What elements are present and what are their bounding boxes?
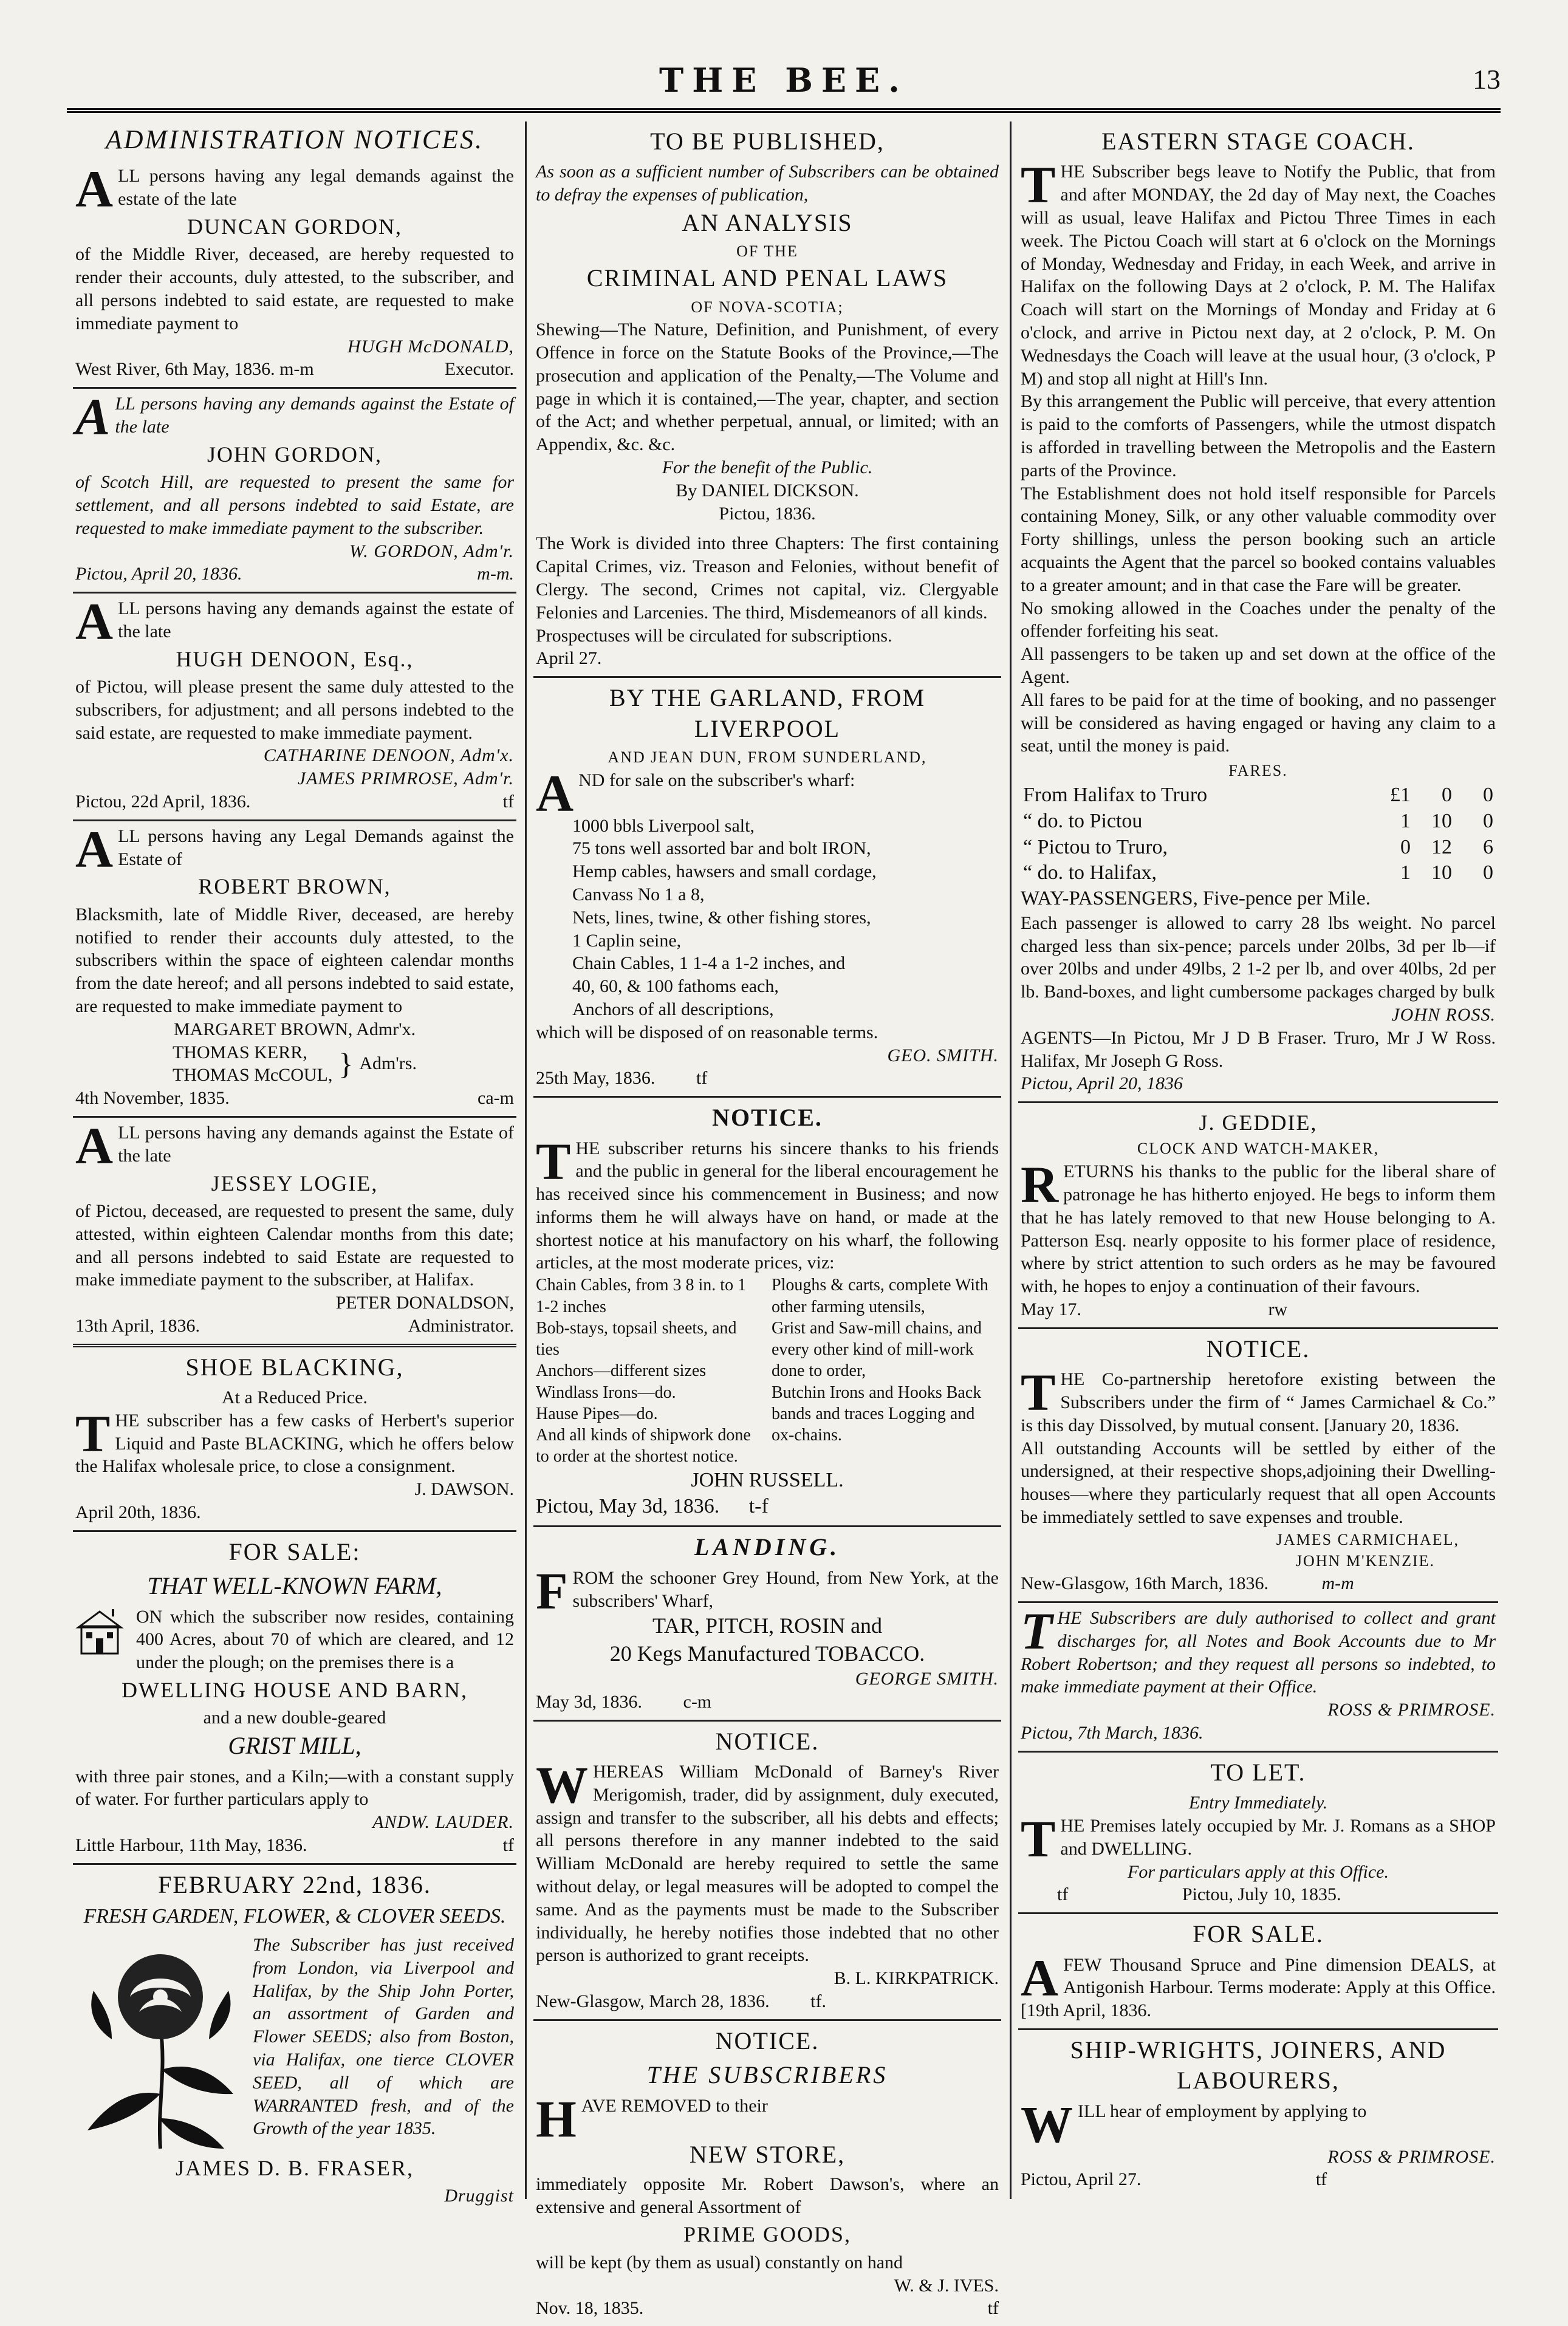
code: rw bbox=[1268, 1299, 1288, 1320]
notice-body: of Scotch Hill, are requested to present the same for settlement, and all persons indebted to said Estate, are requested to make immediate payment to the subscriber. bbox=[75, 472, 514, 538]
code: tf bbox=[502, 1835, 514, 1855]
date: 25th May, 1836. bbox=[536, 1068, 656, 1089]
ad-body: Each passenger is allowed to carry 28 lbs weight. No parcel charged less than six-pence; parcels under 20lbs, 3d per lb—if over 20lbs and under 49lbs, 2 1-2 per lb, and over 40lbs, 2d per lb. Band-boxes, and light cumbersome packages charged by bulk bbox=[1021, 912, 1496, 1002]
list-item: Canvass No 1 a 8, bbox=[572, 884, 705, 905]
code: tf bbox=[1315, 2169, 1327, 2190]
ad-body: immediately opposite Mr. Robert Dawson's, where an extensive and general Assortment of bbox=[536, 2174, 999, 2217]
ad-body: The Work is divided into three Chapters: The first containing Capital Crimes, viz. Treason and Felonies, without benefit of Clergy. The second, Crimes not capital, viz. Clergyable Felonies and Larcenies. The third, Misdemeanors of all kinds. bbox=[536, 533, 999, 623]
signer: MARGARET BROWN, Admr'x. bbox=[173, 1019, 416, 1039]
column-2 bbox=[533, 121, 1001, 2319]
ad-text: and a new double-geared bbox=[203, 1708, 386, 1728]
signer: JOHN M'KENZIE. bbox=[1295, 1551, 1435, 1570]
fare-pence: 0 bbox=[1483, 809, 1493, 832]
notice-jessey-logie bbox=[73, 1118, 516, 1347]
signer-role: Administrator. bbox=[408, 1315, 514, 1336]
ad-text: For the benefit of the Public. bbox=[662, 457, 873, 478]
table-row bbox=[1021, 860, 1496, 886]
fare-shillings: 12 bbox=[1431, 835, 1452, 858]
ad-seeds bbox=[73, 1865, 516, 2214]
ad-body: RETURNS his thanks to the public for the liberal share of patronage he has hitherto enjoyed. He begs to inform them that he has lately removed to that new House belonging to A. Patterson Esq. nearly opposite to his former place of residence, where by strict attention to such orders as he may be favoured with, he hopes to enjoy a continuation of their favours. bbox=[1021, 1155, 1496, 1297]
deceased-name: ROBERT BROWN, bbox=[198, 874, 391, 899]
list-item: 40, 60, & 100 fathoms each, bbox=[572, 976, 779, 997]
signer: JAMES CARMICHAEL, bbox=[1276, 1530, 1459, 1548]
ad-subtitle: AND JEAN DUN, FROM SUNDERLAND, bbox=[608, 748, 927, 766]
list-item: 1000 bbls Liverpool salt, bbox=[572, 815, 755, 836]
ad-landing bbox=[533, 1527, 1001, 1721]
ad-body: THE Subscribers are duly authorised to collect and grant discharges for, all Notes and Book Accounts due to Mr Robert Robertson; and they request all persons so indebted, to make immediate payment at their Office. bbox=[1021, 1602, 1496, 1697]
notice-body: of Pictou, deceased, are requested to present the same, duly attested, within eighteen Calendar months from this date; and all persons indebted to said Estate are requested to make immediate payment to the subscriber, at Halifax. bbox=[75, 1200, 514, 1290]
masthead-rule bbox=[67, 108, 1501, 113]
ad-body: WILL hear of employment by applying to bbox=[1021, 2095, 1367, 2153]
fares-title: FARES. bbox=[1228, 762, 1288, 780]
goods: TAR, PITCH, ROSIN and bbox=[652, 1613, 883, 1638]
dateline bbox=[1021, 2168, 1496, 2191]
ad-title: NOTICE. bbox=[715, 1727, 820, 1755]
notice-intro: ALL persons having any legal demands against the estate of the late bbox=[75, 160, 514, 219]
page-number: 13 bbox=[1473, 64, 1501, 95]
place-date: New-Glasgow, March 28, 1836. bbox=[536, 1991, 770, 2011]
table-row bbox=[1021, 835, 1496, 861]
articles-left: Chain Cables, from 3 8 in. to 1 1-2 inches Bob-stays, topsail sheets, and ties Anchors—different sizes Windlass Irons—do. Hause Pipes—do. And all kinds of shipwork done to order at the shortest notice. bbox=[536, 1276, 751, 1466]
code: tf bbox=[1057, 1884, 1069, 1905]
ad-eastern-stage-coach bbox=[1018, 121, 1498, 1103]
ad-headline: THE SUBSCRIBERS bbox=[646, 2061, 888, 2089]
place-date: Little Harbour, 11th May, 1836. bbox=[75, 1835, 307, 1855]
dateline bbox=[75, 1315, 514, 1338]
code: tf bbox=[502, 792, 514, 812]
fare-pence: 0 bbox=[1483, 861, 1493, 884]
ad-title: NOTICE. bbox=[712, 1104, 823, 1132]
dateline bbox=[75, 358, 514, 381]
notice-kirkpatrick bbox=[533, 1722, 1001, 2021]
list-item: Hemp cables, hawsers and small cordage, bbox=[572, 861, 877, 882]
place-date: Pictou, April 20, 1836. bbox=[75, 564, 242, 584]
signer: PETER DONALDSON, bbox=[335, 1293, 514, 1313]
notice-john-gordon bbox=[73, 389, 516, 593]
dateline bbox=[536, 2297, 999, 2320]
ad-body: The Establishment does not hold itself responsible for Parcels containing Money, Silk, or any other valuable commodity over Forty shillings, unless the person booking such an article acquaints the Agent that the parcel so booked contains valuables to a greater amount; and in that case the Fare will be greater. bbox=[1021, 483, 1496, 595]
signer: ANDW. LAUDER. bbox=[372, 1812, 514, 1833]
signer: GEO. SMITH. bbox=[887, 1045, 999, 1066]
date: May 17. bbox=[1021, 1299, 1081, 1320]
signer-role: Druggist bbox=[444, 2186, 514, 2206]
store-name: NEW STORE, bbox=[689, 2141, 846, 2169]
signer: CATHARINE DENOON, Adm'x. bbox=[263, 745, 514, 766]
fare-pence: 0 bbox=[1483, 783, 1493, 806]
ad-geddie bbox=[1018, 1103, 1498, 1329]
deceased-name: JESSEY LOGIE, bbox=[211, 1171, 378, 1195]
dateline bbox=[75, 1087, 514, 1110]
ad-subtitle: At a Reduced Price. bbox=[222, 1387, 368, 1408]
ad-deals-for-sale bbox=[1018, 1914, 1498, 2030]
ad-body: THE Co-partnership heretofore existing between the Subscribers under the firm of “ James Carmichael & Co.” is this day Dissolved, by mutual consent. [January 20, 1836. bbox=[1021, 1363, 1496, 1435]
ad-shoe-blacking bbox=[73, 1347, 516, 1532]
house-icon bbox=[75, 1608, 130, 1657]
signer-role: Adm'rs. bbox=[359, 1053, 417, 1074]
notice-hugh-denoon bbox=[73, 593, 516, 821]
list-item: 75 tons well assorted bar and bolt IRON, bbox=[572, 838, 871, 859]
table-row bbox=[1021, 809, 1496, 835]
place-date: Pictou, May 3d, 1836. bbox=[536, 1494, 720, 1517]
ad-title: FOR SALE: bbox=[228, 1538, 361, 1565]
date: Pictou, April 27. bbox=[1021, 2169, 1142, 2190]
ad-body: AFEW Thousand Spruce and Pine dimension DEALS, at Antigonish Harbour. Terms moderate: Apply at this Office. [19th April, 1836. bbox=[1021, 1948, 1496, 2021]
date: April 20th, 1836. bbox=[75, 1502, 201, 1523]
column-rule bbox=[1010, 121, 1012, 2199]
ad-title: NOTICE. bbox=[1206, 1335, 1310, 1363]
ad-text: OF NOVA-SCOTIA; bbox=[691, 298, 844, 316]
ad-garland bbox=[533, 678, 1001, 1098]
dateline bbox=[75, 790, 514, 813]
ad-body: THE subscriber has a few casks of Herbert's superior Liquid and Paste BLACKING, which he offers below the Halifax wholesale price, to close a consignment. bbox=[75, 1404, 514, 1477]
code: m-m bbox=[1321, 1573, 1354, 1594]
date: Pictou, 7th March, 1836. bbox=[1021, 1723, 1203, 1743]
code: t-f bbox=[748, 1494, 769, 1517]
dateline bbox=[536, 1990, 999, 2013]
ad-to-be-published bbox=[533, 121, 1001, 678]
way-passengers: WAY-PASSENGERS, Five-pence per Mile. bbox=[1021, 888, 1371, 910]
signer: THOMAS McCOUL, bbox=[173, 1065, 333, 1086]
notice-ives bbox=[533, 2021, 1001, 2326]
ad-text: Prospectuses will be circulated for subscriptions. bbox=[536, 625, 892, 646]
dateline bbox=[1021, 1298, 1496, 1321]
fare-shillings: 10 bbox=[1431, 809, 1452, 832]
signer: W. & J. IVES. bbox=[894, 2275, 999, 2296]
signer: JOHN RUSSELL. bbox=[691, 1468, 844, 1491]
section-title: ADMINISTRATION NOTICES. bbox=[105, 125, 484, 154]
fares-table bbox=[1021, 782, 1496, 886]
articles-list bbox=[536, 1274, 999, 1467]
ad-body: Shewing—The Nature, Definition, and Punishment, of every Offence in force on the Statute Books of the Province,—The prosecution and application of the Penalty,—The Volume and page in which it is contained,—The year, chapter, and section of the Act; and whether perpetual, annual, or limited; with an Appendix, &c. &c. bbox=[536, 320, 999, 455]
date: April 27. bbox=[536, 648, 602, 669]
place-date: 4th November, 1835. bbox=[75, 1088, 230, 1109]
column-1 bbox=[73, 121, 516, 2206]
notice-robert-brown bbox=[73, 821, 516, 1118]
ad-body: with three pair stones, and a Kiln;—with a constant supply of water. For further particulars apply to bbox=[75, 1766, 514, 1810]
code: tf bbox=[987, 2298, 999, 2319]
place: Pictou, 1836. bbox=[719, 503, 816, 524]
ad-text: For particulars apply at this Office. bbox=[1128, 1861, 1389, 1882]
ad-body: By this arrangement the Public will perceive, that every attention is paid to the comforts of Passengers, while the utmost dispatch is afforded in travelling between the Metropolis and the Eastern parts of the Province. bbox=[1021, 391, 1496, 481]
ad-headline: THAT WELL-KNOWN FARM, bbox=[147, 1572, 442, 1600]
notice-body: Blacksmith, late of Middle River, deceased, are hereby notified to render their accounts duly attested, to the subscribers within the space of eighteen calendar months from the date hereof; and all persons indebted to said estate, are requested to make immediate payment to bbox=[75, 904, 514, 1016]
notice-ross-primrose bbox=[1018, 1603, 1498, 1753]
ad-title: SHOE BLACKING, bbox=[185, 1353, 404, 1381]
fare-pounds: 1 bbox=[1400, 861, 1411, 884]
dateline bbox=[536, 1494, 999, 1520]
goods: PRIME GOODS, bbox=[683, 2222, 852, 2247]
list-item: Anchors of all descriptions, bbox=[572, 999, 774, 1019]
ad-body: WHEREAS William McDonald of Barney's River Merigomish, trader, did by assignment, duly executed, assign and transfer to the subscriber, all his debts and effects; all persons therefore in any manner indebted to the said William McDonald are hereby required to settle the same without delay, or legal measures will be adopted to compel the same. And as the payments must be made to the Subscriber individually, he hereby notifies those indebted that no other person is authorized to grant receipts. bbox=[536, 1756, 999, 1966]
signer: JAMES PRIMROSE, Adm'r. bbox=[297, 768, 514, 789]
ad-body: All fares to be paid for at the time of booking, and no passenger will be considered as having engaged or having any claim to a seat, until the money is paid. bbox=[1021, 689, 1496, 756]
ad-body: All passengers to be taken up and set down at the office of the Agent. bbox=[1021, 644, 1496, 687]
ad-footer: which will be disposed of on reasonable terms. bbox=[536, 1022, 878, 1042]
place-date: 13th April, 1836. bbox=[75, 1315, 200, 1336]
author: By DANIEL DICKSON. bbox=[676, 480, 859, 501]
ad-to-let bbox=[1018, 1753, 1498, 1914]
ad-subtitle: CLOCK AND WATCH-MAKER, bbox=[1137, 1140, 1380, 1158]
signer: W. GORDON, Adm'r. bbox=[349, 541, 514, 561]
date: May 3d, 1836. bbox=[536, 1691, 642, 1712]
ad-farm-for-sale bbox=[73, 1532, 516, 1865]
date: Nov. 18, 1835. bbox=[536, 2298, 644, 2319]
notice-carmichael bbox=[1018, 1329, 1498, 1603]
notice-intro: ALL persons having any demands against the Estate of the late bbox=[75, 1116, 514, 1175]
ad-body: THE subscriber returns his sincere thanks to his friends and the public in general for the liberal encouragement he has received since his commencement in Business; and now informs them he will always have on hand, or made at the shortest notice at his manufactory on his wharf, the following articles, at the most moderate prices, viz: bbox=[536, 1132, 999, 1273]
ad-body: The Subscriber has just received from London, via Liverpool and Halifax, by the Ship John Porter, an assortment of Garden and Flower SEEDS; also from Boston, via Halifax, one tierce CLOVER SEED, all of which are WARRANTED fresh, and of the Growth of the year 1835. bbox=[253, 1935, 514, 2139]
signer: JOHN ROSS. bbox=[1391, 1004, 1496, 1025]
signer: GEORGE SMITH. bbox=[855, 1669, 999, 1689]
notice-duncan-gordon bbox=[73, 161, 516, 389]
goods: 20 Kegs Manufactured TOBACCO. bbox=[609, 1641, 925, 1666]
fare-pounds: 0 bbox=[1400, 835, 1411, 858]
list-item: Nets, lines, twine, & other fishing stores, bbox=[572, 907, 871, 928]
signer: ROSS & PRIMROSE. bbox=[1327, 2146, 1496, 2167]
ad-headline: AN ANALYSIS bbox=[682, 208, 853, 236]
ad-shipwrights bbox=[1018, 2030, 1498, 2197]
code: m-m. bbox=[477, 564, 514, 584]
ad-headline: FRESH GARDEN, FLOWER, & CLOVER SEEDS. bbox=[83, 1905, 506, 1928]
ad-text: OF THE bbox=[736, 242, 798, 261]
ad-body: All outstanding Accounts will be settled by either of the undersigned, at their respective shops,adjoining their Dwelling-houses—where they particularly request that all open Accounts be immediately settled to save expenses and trouble. bbox=[1021, 1438, 1496, 1527]
fare-route: “ do. to Halifax, bbox=[1023, 861, 1157, 884]
signer: THOMAS KERR, bbox=[173, 1042, 307, 1062]
column-3 bbox=[1018, 121, 1498, 2199]
list-item: 1 Caplin seine, bbox=[572, 930, 682, 951]
brace: } bbox=[338, 1046, 354, 1081]
ad-subtitle: Entry Immediately. bbox=[1188, 1793, 1328, 1813]
ad-title: TO BE PUBLISHED, bbox=[650, 128, 885, 155]
place-date: Pictou, 22d April, 1836. bbox=[75, 792, 251, 812]
deceased-name: HUGH DENOON, Esq., bbox=[176, 646, 414, 671]
deceased-name: DUNCAN GORDON, bbox=[187, 214, 402, 239]
signer: B. L. KIRKPATRICK. bbox=[834, 1968, 999, 1989]
ad-title: BY THE GARLAND, FROM LIVERPOOL bbox=[609, 684, 926, 742]
code: tf. bbox=[810, 1991, 826, 2011]
ad-text: HAVE REMOVED to their bbox=[536, 2089, 768, 2148]
signer: HUGH McDONALD, bbox=[347, 336, 514, 357]
code: ca-m bbox=[478, 1088, 514, 1109]
ad-body: FROM the schooner Grey Hound, from New York, at the subscribers' Wharf, bbox=[536, 1561, 999, 1620]
dateline bbox=[75, 563, 514, 586]
fare-pounds: £1 bbox=[1390, 783, 1411, 806]
code: tf bbox=[696, 1068, 708, 1089]
code: c-m bbox=[683, 1691, 712, 1712]
ad-body: ON which the subscriber now resides, containing 400 Acres, about 70 of which are cleared, and 12 under the plough; on the premises there is a bbox=[136, 1606, 514, 1673]
notice-body: of Pictou, will please present the same duly attested to the subscribers, for adjustment; and all persons indebted to the said estate, are requested to make immediate payment. bbox=[75, 677, 514, 743]
dateline bbox=[536, 1067, 999, 1090]
ad-title: NOTICE. bbox=[715, 2027, 820, 2054]
ad-title: FOR SALE. bbox=[1193, 1920, 1324, 1948]
dateline bbox=[1021, 1883, 1496, 1906]
rose-icon bbox=[75, 1936, 245, 2155]
date: Pictou, July 10, 1835. bbox=[1182, 1884, 1341, 1905]
deceased-name: JOHN GORDON, bbox=[207, 442, 382, 467]
fare-route: “ Pictou to Truro, bbox=[1023, 835, 1168, 858]
dateline bbox=[1021, 1572, 1496, 1595]
dateline bbox=[75, 1834, 514, 1857]
notice-body: of the Middle River, deceased, are hereby requested to render their accounts, duly attested, to the subscriber, and all persons indebted to said estate, are requested to make immediate payment to bbox=[75, 244, 514, 334]
ad-body: THE Subscriber begs leave to Notify the Public, that from and after MONDAY, the 2d day of May next, the Coaches will as usual, leave Halifax and Pictou Three Times in each week. The Pictou Coach will start at 6 o'clock on the Mornings of Monday, Wednesday and Friday, in each Week, and arrive in Halifax on the following Days at 2 o'clock, P. M. The Halifax Coach will start on the Mornings of Monday and Friday at 6 o'clock, and arrive in Pictou next day, at 2 o'clock, P. M. On Wednesdays the Coach will leave at the usual hour, (3 o'clock, P M) and stop all night at Hill's Inn. bbox=[1021, 156, 1496, 389]
masthead bbox=[67, 61, 1501, 115]
fare-shillings: 0 bbox=[1442, 783, 1452, 806]
ad-building: DWELLING HOUSE AND BARN, bbox=[122, 1678, 468, 1703]
notice-intro: ALL persons having any Legal Demands against the Estate of bbox=[75, 819, 514, 878]
column-rule bbox=[525, 121, 527, 2199]
ad-title: TO LET. bbox=[1210, 1758, 1306, 1786]
dateline bbox=[536, 1691, 999, 1714]
ad-title: LANDING. bbox=[694, 1533, 841, 1561]
ad-title: SHIP-WRIGHTS, JOINERS, AND LABOURERS, bbox=[1070, 2036, 1446, 2095]
ad-mill: GRIST MILL, bbox=[228, 1732, 361, 1760]
signer-group bbox=[75, 1041, 514, 1087]
signer: J. DAWSON. bbox=[414, 1479, 514, 1500]
ad-lead: As soon as a sufficient number of Subscribers can be obtained to defray the expenses of publication, bbox=[536, 162, 999, 205]
list-item: Chain Cables, 1 1-4 a 1-2 inches, and bbox=[572, 953, 846, 974]
fare-pence: 6 bbox=[1483, 835, 1493, 858]
newspaper-title: THE BEE. bbox=[659, 61, 908, 100]
date: Pictou, April 20, 1836 bbox=[1021, 1073, 1183, 1094]
ad-body: No smoking allowed in the Coaches under the penalty of the offender forfeiting his seat. bbox=[1021, 598, 1496, 641]
table-row bbox=[1021, 782, 1496, 809]
fare-pounds: 1 bbox=[1400, 809, 1411, 832]
ad-date: FEBRUARY 22nd, 1836. bbox=[158, 1870, 431, 1898]
place-date: New-Glasgow, 16th March, 1836. bbox=[1021, 1573, 1268, 1594]
signer: JAMES D. B. FRASER, bbox=[175, 2156, 414, 2180]
notice-john-russell bbox=[533, 1098, 1001, 1527]
ad-lead: AND for sale on the subscriber's wharf: bbox=[536, 764, 855, 823]
notice-intro: ALL persons having any demands against the Estate of the late bbox=[75, 388, 514, 446]
fare-route: “ do. to Pictou bbox=[1023, 809, 1143, 832]
ad-body: will be kept (by them as usual) constantly on hand bbox=[536, 2252, 903, 2273]
ad-title: EASTERN STAGE COACH. bbox=[1101, 128, 1415, 155]
notice-intro: ALL persons having any demands against the estate of the late bbox=[75, 592, 514, 651]
place-date: West River, 6th May, 1836. m-m bbox=[75, 359, 314, 380]
fare-route: From Halifax to Truro bbox=[1023, 783, 1208, 806]
ad-title: J. GEDDIE, bbox=[1199, 1110, 1318, 1135]
articles-right: Ploughs & carts, complete With other farming utensils, Grist and Saw-mill chains, and every other kind of mill-work done to order, Butchin Irons and Hooks Back bands and traces Logging and ox-chains. bbox=[772, 1276, 988, 1445]
agents: AGENTS—In Pictou, Mr J D B Fraser. Truro, Mr J W Ross. Halifax, Mr Joseph G Ross. bbox=[1021, 1027, 1496, 1071]
signer-role: Executor. bbox=[444, 359, 514, 380]
fare-shillings: 10 bbox=[1431, 861, 1452, 884]
signer: ROSS & PRIMROSE. bbox=[1327, 1700, 1496, 1720]
ad-body: THE Premises lately occupied by Mr. J. Romans as a SHOP and DWELLING. bbox=[1021, 1810, 1496, 1869]
ad-headline: CRIMINAL AND PENAL LAWS bbox=[586, 264, 948, 292]
